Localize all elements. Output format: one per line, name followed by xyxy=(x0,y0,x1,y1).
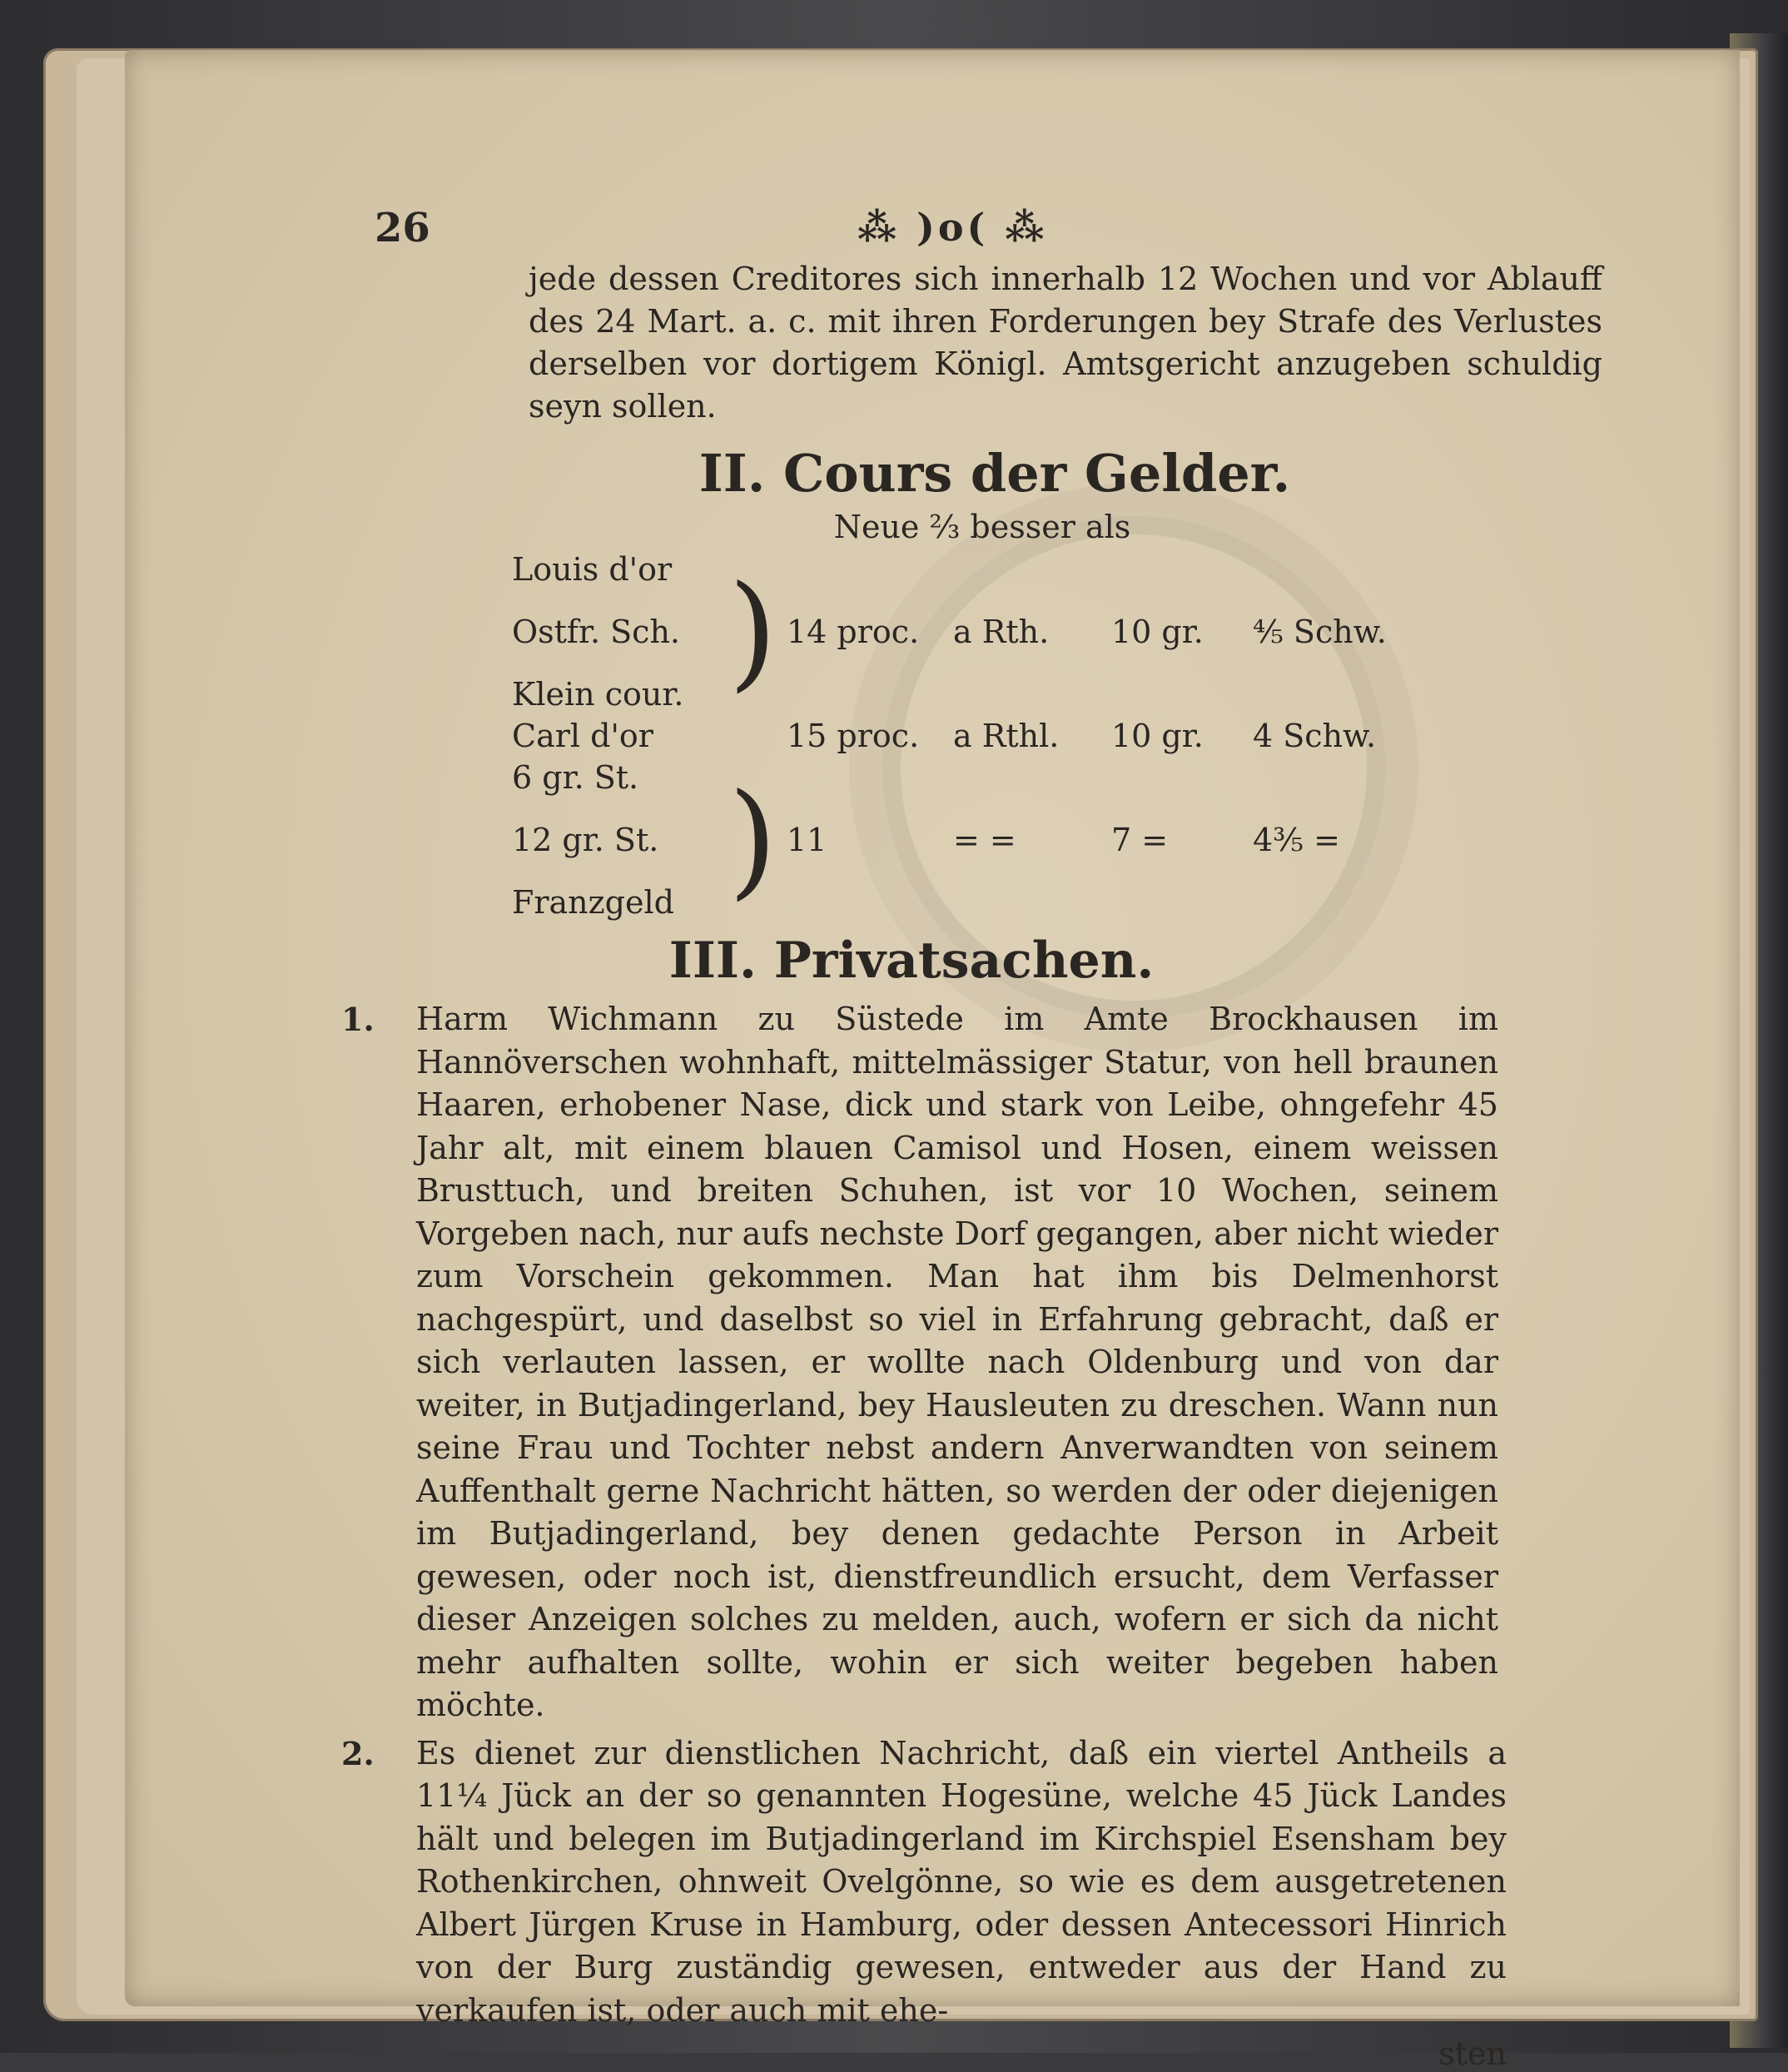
rate-percent: 14 proc. xyxy=(787,614,920,650)
rate-percent xyxy=(787,757,953,798)
rate-percent: 11 xyxy=(787,822,827,858)
item-number: 1. xyxy=(341,1001,375,1038)
rate-schwaren xyxy=(1253,673,1403,715)
rate-schwaren: ⅘ Schw. xyxy=(1253,614,1387,650)
item-text: Es dienet zur dienstlichen Nachricht, daß ein viertel Antheils a 11¼ Jück an der so genannten Hogesüne, welche 45 Jück Landes hält und belegen im Butjadingerland im Kirchspiel Esensham bey Rothenkirchen, ohnweit Ovelgönne, so wie es dem ausgetretenen Albert Jürgen Kruse in Hamburg, oder dessen Antecessori Hinrich von der Burg zuständig gewesen, entweder aus der Hand zu verkaufen ist, oder auch mit ehe- xyxy=(416,1734,1507,2029)
rate-groschen xyxy=(1111,757,1253,798)
rate-groschen: 10 gr. xyxy=(1111,614,1204,650)
table-row xyxy=(512,590,1403,673)
rate-groschen xyxy=(1111,549,1253,590)
brace-mark xyxy=(728,715,787,757)
section-title-privatsachen: III. Privatsachen. xyxy=(668,932,1155,990)
rate-schwaren xyxy=(1253,549,1403,590)
rate-unit: = = xyxy=(953,822,1016,858)
coin-name: Klein cour. xyxy=(512,676,684,713)
item-text: Harm Wichmann zu Süstede im Amte Brockhausen im Hannöverschen wohnhaft, mittelmässiger Statur, von hell braunen Haaren, erhobener Nase, dick und stark von Leibe, ohngefehr 45 Jahr alt, mit einem blauen Camisol und Hosen, einem weissen Brusttuch, und breiten Schuhen, ist vor 10 Wochen, seinem Vorgeben nach, nur aufs nechste Dorf gegangen, aber nicht wieder zum Vorschein gekommen. Man hat ihm bis Delmenhorst nachgespürt, und daselbst so viel in Erfahrung gebracht, daß er sich verlauten lassen, er wollte nach Oldenburg und von dar weiter, in Butjadingerland, bey Hausleuten zu dreschen. Wann nun seine Frau und Tochter nebst andern Anverwandten von seinem Auffenthalt gerne Nachricht hätten, so werden der oder diejenigen im Butjadingerland, bey denen gedachte Person in Arbeit gewesen, oder noch ist, dienstfreundlich ersucht, dem Verfasser dieser Anzeigen solches zu melden, auch, wofern er sich da nicht mehr aufhalten sollte, wohin er sich weiter begeben haben möchte. xyxy=(416,1001,1498,1723)
rate-unit xyxy=(953,673,1111,715)
page-content xyxy=(341,200,1602,2072)
rate-percent xyxy=(787,549,953,590)
rate-percent xyxy=(787,882,953,923)
rate-groschen xyxy=(1111,673,1253,715)
rate-unit: a Rth. xyxy=(953,614,1050,650)
table-row xyxy=(512,882,1403,923)
table-row xyxy=(512,673,1403,715)
list-item xyxy=(341,998,1498,1727)
section-title-cours: II. Cours der Gelder. xyxy=(698,443,1291,504)
rate-schwaren xyxy=(1253,882,1403,923)
rate-groschen xyxy=(1111,882,1253,923)
item-number: 2. xyxy=(341,1734,375,1772)
coin-name: Ostfr. Sch. xyxy=(512,614,681,650)
coin-name: Franzgeld xyxy=(512,884,674,921)
table-row xyxy=(512,715,1403,757)
rate-groschen: 7 = xyxy=(1111,822,1169,858)
header-ornament: ⁂ )o( ⁂ xyxy=(857,205,1048,250)
section-subtitle: Neue ⅔ besser als xyxy=(833,509,1131,545)
brace-mark: ) xyxy=(728,559,777,704)
brace-mark: ) xyxy=(728,768,777,912)
notice-list xyxy=(341,998,1598,2032)
table-row xyxy=(512,757,1403,798)
rate-percent xyxy=(787,673,953,715)
intro-paragraph: jede dessen Creditores sich innerhalb 12 Wochen und vor Ablauff des 24 Mart. a. c. mit ihren Forderungen bey Strafe des Verlustes derselben vor dortigem Königl. Amtsgericht anzugeben schuldig seyn sollen. xyxy=(529,261,1602,425)
coin-name: Louis d'or xyxy=(512,551,673,588)
coin-name: 12 gr. St. xyxy=(512,822,659,858)
rate-schwaren xyxy=(1253,757,1403,798)
rate-groschen: 10 gr. xyxy=(1111,718,1204,754)
rate-percent: 15 proc. xyxy=(787,718,920,754)
rate-unit xyxy=(953,757,1111,798)
table-row xyxy=(512,798,1403,882)
list-item xyxy=(341,1732,1507,2033)
rate-unit xyxy=(953,882,1111,923)
rate-schwaren: 4⅗ = xyxy=(1253,822,1340,858)
coin-name: Carl d'or xyxy=(512,718,653,754)
table-row xyxy=(512,549,1403,590)
coin-name: 6 gr. St. xyxy=(512,759,639,796)
rate-unit: a Rthl. xyxy=(953,718,1060,754)
rate-unit xyxy=(953,549,1111,590)
running-header xyxy=(341,200,1598,258)
catchword: sten xyxy=(1438,2035,1507,2072)
exchange-rate-table xyxy=(512,549,1403,923)
rate-schwaren: 4 Schw. xyxy=(1253,718,1377,754)
page-number: 26 xyxy=(375,205,430,251)
